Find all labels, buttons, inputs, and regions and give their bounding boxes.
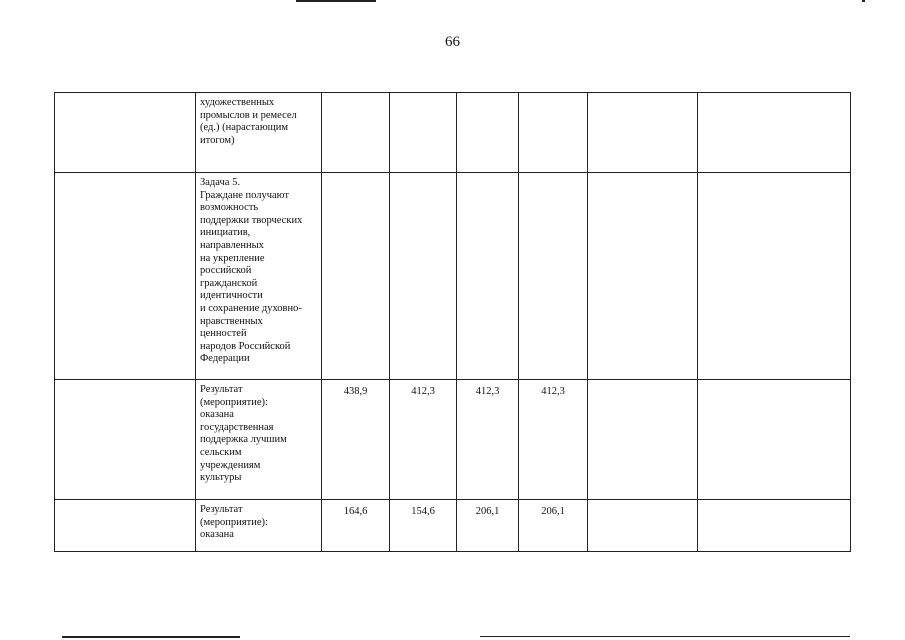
empty-cell [698,380,851,500]
empty-cell [55,93,196,173]
empty-cell [698,500,851,552]
value-cell [322,173,390,380]
empty-cell [588,93,698,173]
value-cell [390,173,457,380]
scan-artifact-bottom-right [480,636,850,637]
value-cell: 412,3 [457,380,519,500]
table-row [55,173,851,380]
value-cell [322,93,390,173]
value-cell [457,173,519,380]
value-cell [457,93,519,173]
value-cell: 164,6 [322,500,390,552]
value-cell [519,93,588,173]
task-cell: Задача 5. Граждане получают возможность поддержки творческих инициатив, направленных на укрепление российской гражданской идентичности и сохранение духовно- нравственных ценностей народов Российской Федерации [196,173,322,380]
value-cell: 438,9 [322,380,390,500]
table-row [55,93,851,173]
value-cell: 154,6 [390,500,457,552]
value-cell: 206,1 [519,500,588,552]
empty-cell [55,500,196,552]
value-cell: 412,3 [519,380,588,500]
scan-artifact-top-right [862,0,865,2]
table-row [55,380,851,500]
empty-cell [588,500,698,552]
result-cell: Результат (мероприятие): оказана государственная поддержка лучшим сельским учреждениям культуры [196,380,322,500]
scan-artifact-top [296,0,376,2]
value-cell: 412,3 [390,380,457,500]
empty-cell [698,93,851,173]
empty-cell [55,173,196,380]
value-cell [390,93,457,173]
page-number: 66 [445,34,460,50]
result-cell: Результат (мероприятие): оказана [196,500,322,552]
document-table [54,92,851,552]
value-cell [519,173,588,380]
empty-cell [588,173,698,380]
empty-cell [698,173,851,380]
scan-artifact-bottom-left [62,636,240,638]
empty-cell [588,380,698,500]
value-cell: 206,1 [457,500,519,552]
empty-cell [55,380,196,500]
indicator-cell: художественных промыслов и ремесел (ед.) (нарастающим итогом) [196,93,322,173]
table-row [55,500,851,552]
